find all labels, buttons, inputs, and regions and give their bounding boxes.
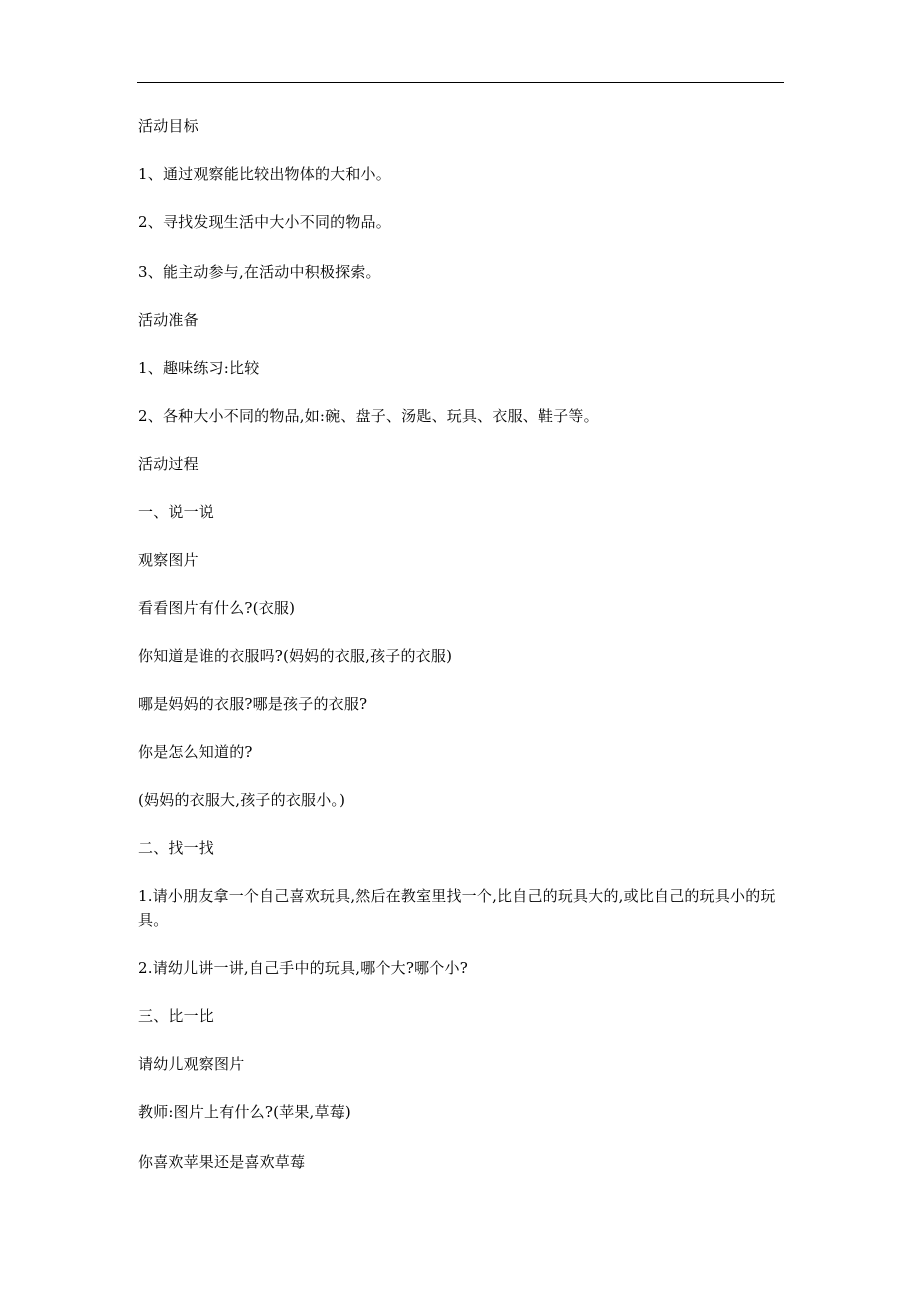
section-heading-preparation: 活动准备 — [138, 311, 199, 329]
process-text-line: (妈妈的衣服大,孩子的衣服小。) — [138, 791, 346, 809]
process-text-line: 看看图片有什么?(衣服) — [138, 599, 296, 617]
process-text-line: 2.请幼儿讲一讲,自己手中的玩具,哪个大?哪个小? — [138, 959, 468, 977]
process-step-1-heading: 一、说一说 — [138, 503, 215, 521]
goal-item-1: 1、通过观察能比较出物体的大和小。 — [138, 165, 391, 183]
process-text-line: 观察图片 — [138, 551, 199, 569]
preparation-item-2: 2、各种大小不同的物品,如:碗、盘子、汤匙、玩具、衣服、鞋子等。 — [138, 407, 599, 425]
goal-item-2: 2、寻找发现生活中大小不同的物品。 — [138, 213, 391, 231]
process-step-2-heading: 二、找一找 — [138, 839, 215, 857]
section-heading-process: 活动过程 — [138, 455, 199, 473]
section-heading-goals: 活动目标 — [138, 117, 199, 135]
process-text-line: 教师:图片上有什么?(苹果,草莓) — [138, 1103, 351, 1121]
process-text-line: 你知道是谁的衣服吗?(妈妈的衣服,孩子的衣服) — [138, 647, 453, 665]
preparation-item-1: 1、趣味练习:比较 — [138, 359, 260, 377]
goal-item-3: 3、能主动参与,在活动中积极探索。 — [138, 263, 381, 281]
header-rule — [137, 82, 784, 83]
process-text-paragraph: 1.请小朋友拿一个自己喜欢玩具,然后在教室里找一个,比自己的玩具大的,或比自己的玩具小的玩具。 — [138, 887, 776, 929]
process-text-line: 请幼儿观察图片 — [138, 1055, 245, 1073]
process-text-line: 你喜欢苹果还是喜欢草莓 — [138, 1153, 306, 1171]
process-step-3-heading: 三、比一比 — [138, 1007, 215, 1025]
process-text-line: 哪是妈妈的衣服?哪是孩子的衣服? — [138, 695, 368, 713]
process-text-line: 你是怎么知道的? — [138, 743, 253, 761]
